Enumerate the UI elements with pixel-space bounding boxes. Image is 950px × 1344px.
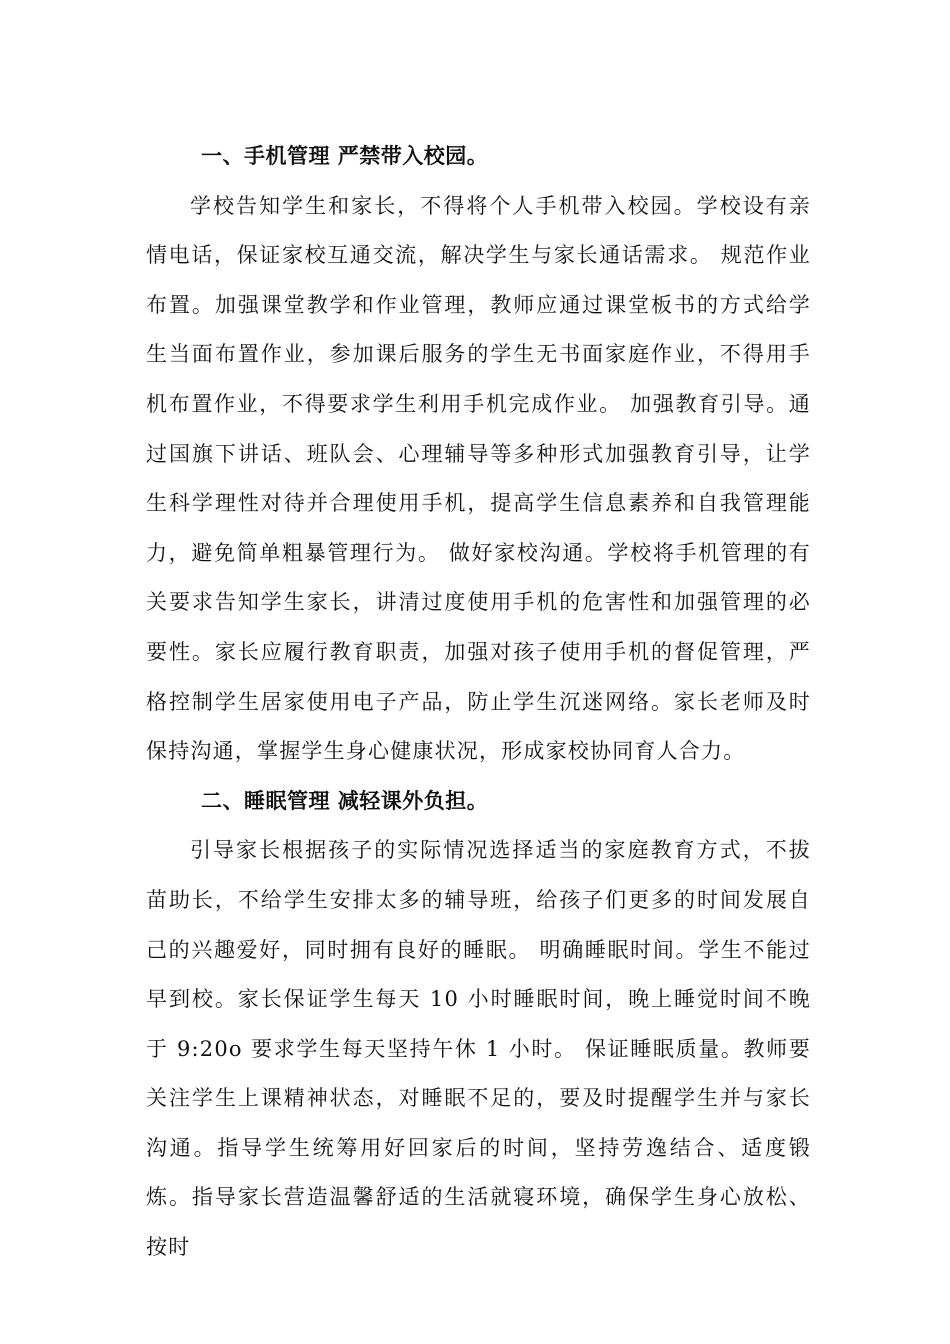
section-heading-phone-management: 一、手机管理 严禁带入校园。 [201, 144, 489, 168]
section-body-sleep-management: 引导家长根据孩子的实际情况选择适当的家庭教育方式，不拔苗助长，不给学生安排太多的辅导班，给孩子们更多的时间发展自己的兴趣爱好，同时拥有良好的睡眠。 明确睡眠时间。学生不能过早到校。家长保证学生每天 10 小时睡眠时间，晚上睡觉时间不晚于 9:20o 要求学生每天坚持午休 1 小时。 保证睡眠质量。教师要关注学生上课精神状态，对睡眠不足的，要及时提醒学生并与家长沟通。指导学生统筹用好回家后的时间，坚持劳逸结合、适度锻炼。指导家长营造温馨舒适的生活就寝环境，确保学生身心放松、按时 [146, 838, 811, 1260]
section-heading-sleep-management: 二、睡眠管理 减轻课外负担。 [201, 788, 489, 813]
document-content [146, 132, 811, 1273]
section-body-phone-management: 学校告知学生和家长，不得将个人手机带入校园。学校设有亲情电话，保证家校互通交流，解决学生与家长通话需求。 规范作业布置。加强课堂教学和作业管理，教师应通过课堂板书的方式给学生当面布置作业，参加课后服务的学生无书面家庭作业，不得用手机布置作业，不得要求学生利用手机完成作业。 加强教育引导。通过国旗下讲话、班队会、心理辅导等多种形式加强教育引导，让学生科学理性对待并合理使用手机，提高学生信息素养和自我管理能力，避免简单粗暴管理行为。 做好家校沟通。学校将手机管理的有关要求告知学生家长，讲清过度使用手机的危害性和加强管理的必要性。家长应履行教育职责，加强对孩子使用手机的督促管理，严格控制学生居家使用电子产品，防止学生沉迷网络。家长老师及时保持沟通，掌握学生身心健康状况，形成家校协同育人合力。 [146, 193, 811, 764]
